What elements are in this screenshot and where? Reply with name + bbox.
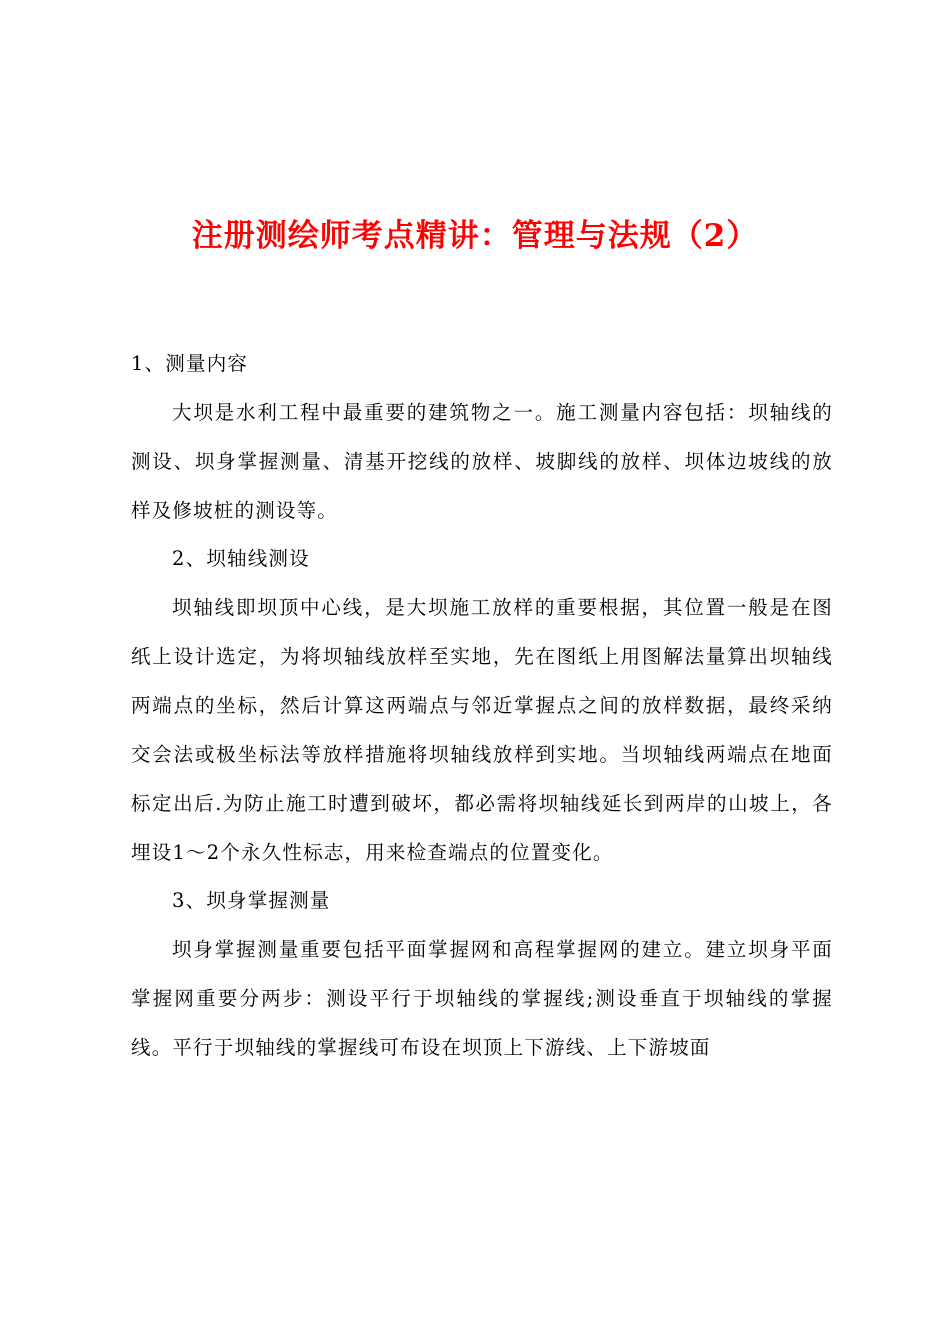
section-paragraph-3: 坝身掌握测量重要包括平面掌握网和高程掌握网的建立。建立坝身平面掌握网重要分两步：测设平行于坝轴线的掌握线;测设垂直于坝轴线的掌握线。平行于坝轴线的掌握线可布设在坝顶上下游线、上下游坡面 bbox=[131, 938, 833, 1059]
document-body bbox=[131, 340, 833, 1072]
section-heading-2: 2、坝轴线测设 bbox=[172, 547, 310, 570]
section-paragraph-1: 大坝是水利工程中最重要的建筑物之一。施工测量内容包括：坝轴线的测设、坝身掌握测量、清基开挖线的放样、坡脚线的放样、坝体边坡线的放样及修坡桩的测设等。 bbox=[131, 401, 833, 522]
section-heading-3: 3、坝身掌握测量 bbox=[172, 889, 331, 912]
document-title: 注册测绘师考点精讲：管理与法规（2） bbox=[191, 218, 759, 254]
section-paragraph-2: 坝轴线即坝顶中心线，是大坝施工放样的重要根据，其位置一般是在图纸上设计选定，为将坝轴线放样至实地，先在图纸上用图解法量算出坝轴线两端点的坐标，然后计算这两端点与邻近掌握点之间的放样数据，最终采纳交会法或极坐标法等放样措施将坝轴线放样到实地。当坝轴线两端点在地面标定出后.为防止施工时遭到破坏，都必需将坝轴线延长到两岸的山坡上，各埋设1～2个永久性标志，用来检查端点的位置变化。 bbox=[131, 596, 833, 864]
section-heading-1: 1、测量内容 bbox=[131, 352, 249, 375]
